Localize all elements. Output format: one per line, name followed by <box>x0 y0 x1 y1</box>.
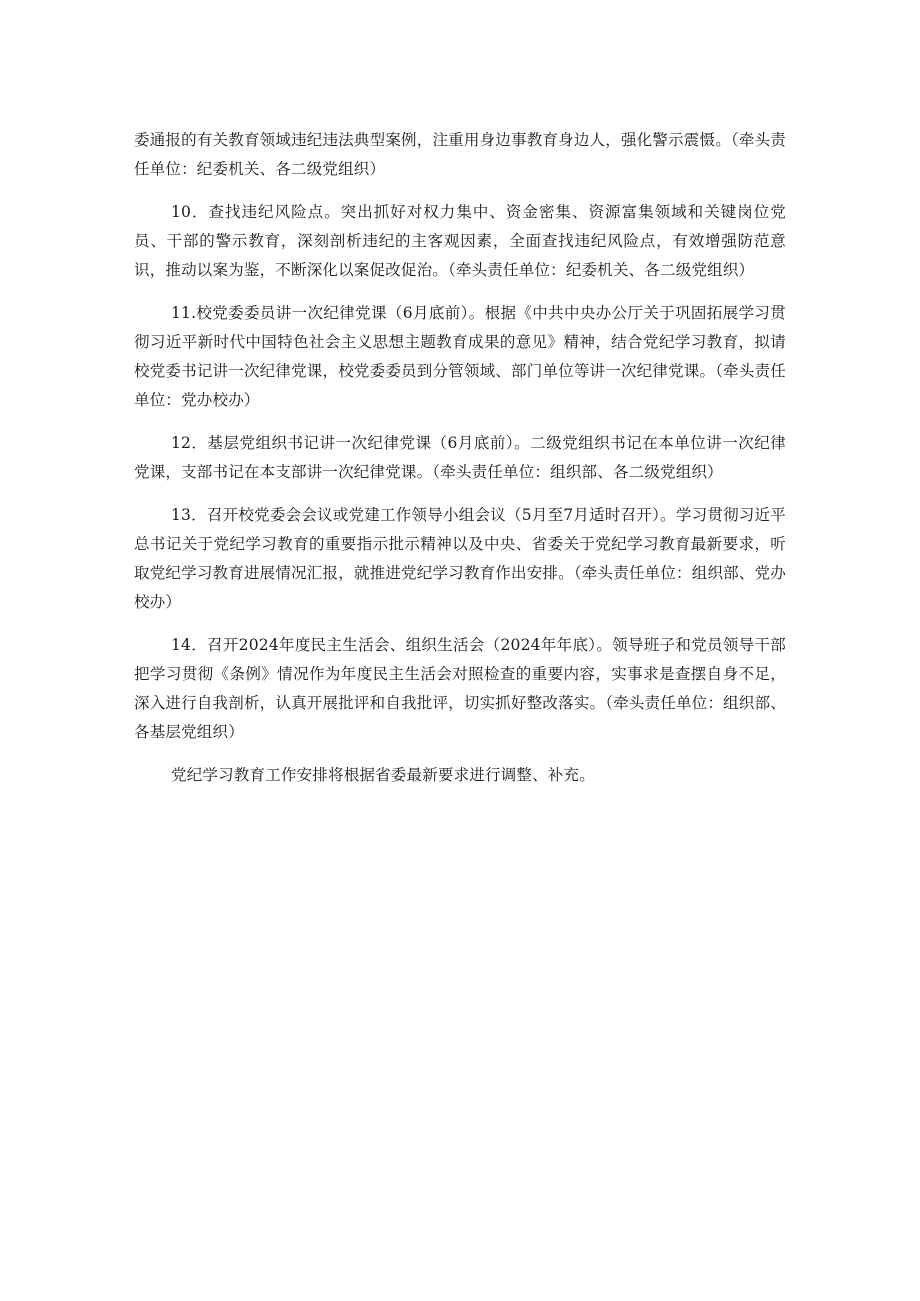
paragraph-continuation: 委通报的有关教育领域违纪违法典型案例，注重用身边事教育身边人，强化警示震慑。（牵头责任单位：纪委机关、各二级党组织） <box>134 131 786 178</box>
paragraph-item-12: 12．基层党组织书记讲一次纪律党课（6月底前）。二级党组织书记在本单位讲一次纪律党课，支部书记在本支部讲一次纪律党课。（牵头责任单位：组织部、各二级党组织） <box>134 434 786 481</box>
paragraph-item-10: 10．查找违纪风险点。突出抓好对权力集中、资金密集、资源富集领域和关键岗位党员、干部的警示教育，深刻剖析违纪的主客观因素，全面查找违纪风险点，有效增强防范意识，推动以案为鉴，不断深化以案促改促治。（牵头责任单位：纪委机关、各二级党组织） <box>134 203 786 279</box>
paragraph-closing-note: 党纪学习教育工作安排将根据省委最新要求进行调整、补充。 <box>171 766 595 784</box>
paragraph-item-14: 14．召开2024年度民主生活会、组织生活会（2024年年底）。领导班子和党员领导干部把学习贯彻《条例》情况作为年度民主生活会对照检查的重要内容，实事求是查摆自身不足，深入进行自我剖析，认真开展批评和自我批评，切实抓好整改落实。（牵头责任单位：组织部、各基层党组织） <box>134 636 786 741</box>
paragraph-item-13: 13．召开校党委会会议或党建工作领导小组会议（5月至7月适时召开）。学习贯彻习近平总书记关于党纪学习教育的重要指示批示精神以及中央、省委关于党纪学习教育最新要求，听取党纪学习教育进展情况汇报，就推进党纪学习教育作出安排。（牵头责任单位：组织部、党办校办） <box>134 506 786 611</box>
paragraph-item-11: 11.校党委委员讲一次纪律党课（6月底前）。根据《中共中央办公厅关于巩固拓展学习贯彻习近平新时代中国特色社会主义思想主题教育成果的意见》精神，结合党纪学习教育，拟请校党委书记讲一次纪律党课，校党委委员到分管领域、部门单位等讲一次纪律党课。（牵头责任单位：党办校办） <box>134 304 786 409</box>
document-page <box>134 126 786 804</box>
